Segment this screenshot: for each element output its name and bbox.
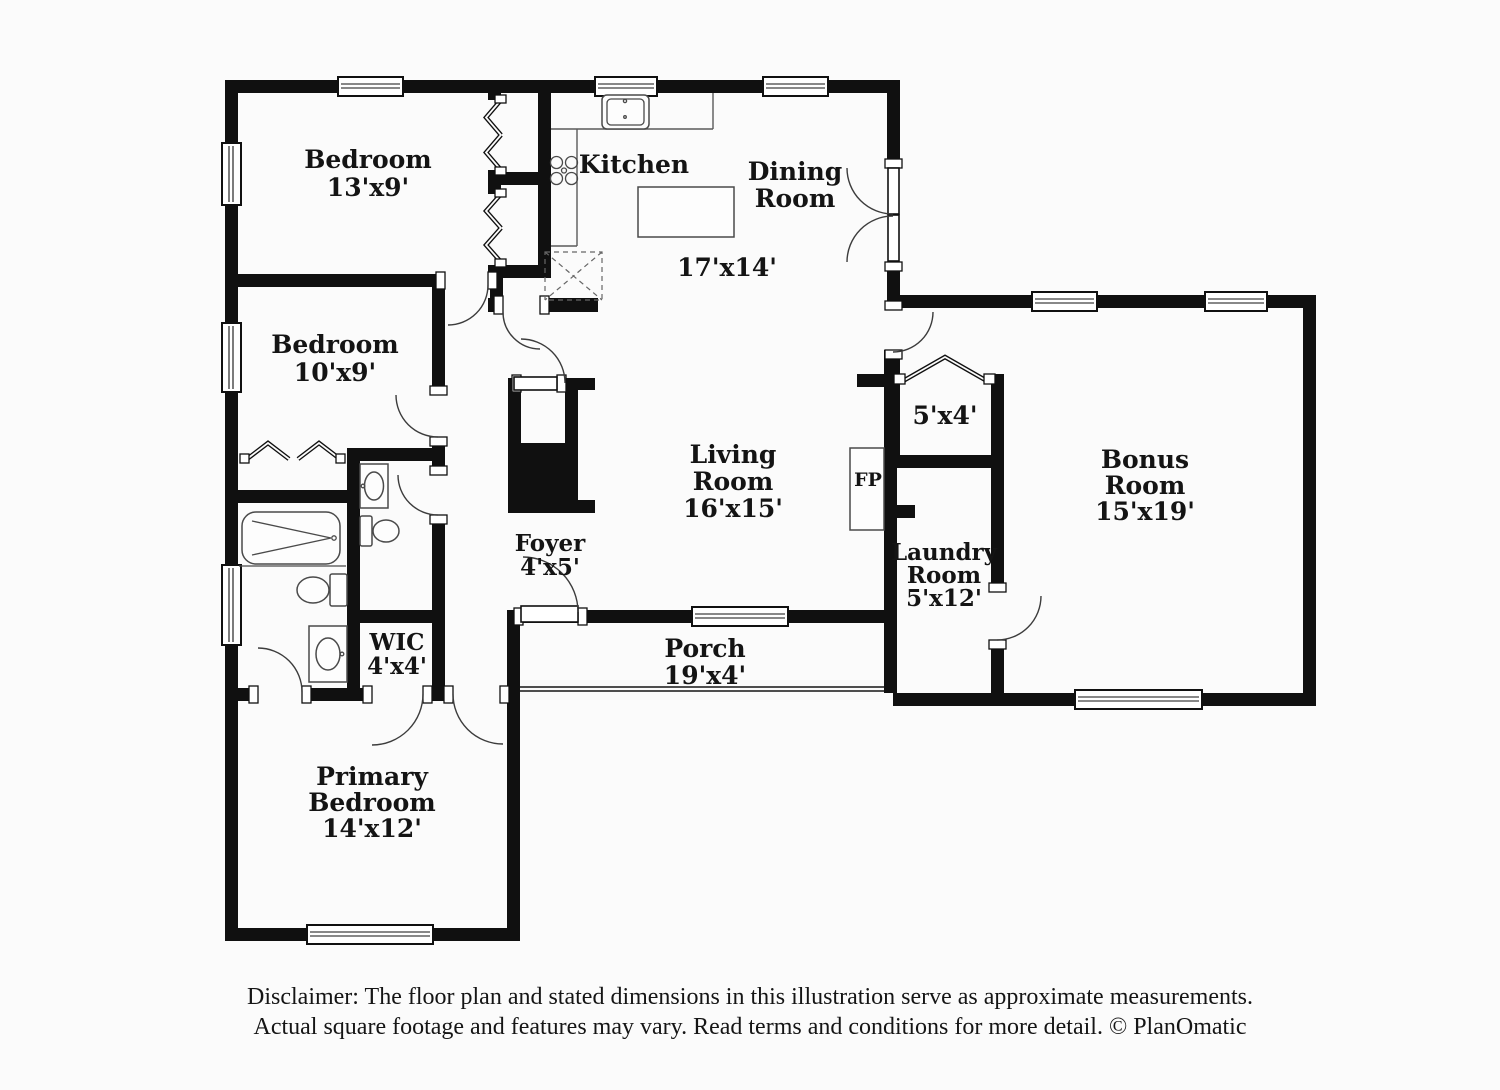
disclaimer (247, 984, 1253, 1040)
hall-bath-door (398, 466, 447, 524)
window-dining-top (763, 77, 828, 96)
room-labels (271, 145, 1195, 843)
wall (991, 374, 1004, 468)
wall (432, 515, 445, 688)
wall (884, 350, 900, 455)
label-primary-bedroom-2: Bedroom (308, 788, 436, 817)
label-dining-room: Dining (747, 157, 843, 186)
wall (897, 505, 915, 518)
window-bedroom1-left (222, 143, 241, 205)
label-bedroom-1-dim: 13'x9' (326, 173, 410, 202)
primary-toilet-icon (297, 574, 347, 606)
bathtub-icon (242, 512, 340, 564)
bedroom1-door (436, 272, 497, 325)
bedroom2-closet-bifold (240, 443, 345, 463)
wall (302, 688, 372, 701)
label-living-room-dim: 16'x15' (683, 494, 783, 523)
hall-bath-sink-icon (360, 464, 388, 508)
wall (991, 468, 1004, 592)
label-hall-closet-dim: 5'x4' (912, 401, 978, 430)
label-laundry-dim: 5'x12' (906, 585, 982, 612)
window-bonus-top-2 (1205, 292, 1267, 311)
primary-bedroom-door (444, 686, 509, 744)
window-bonus-top-1 (1032, 292, 1097, 311)
label-fireplace: FP (854, 469, 882, 491)
hall-closet-bifold (894, 357, 995, 384)
label-laundry-2: Room (906, 562, 982, 589)
wall (578, 378, 595, 390)
bedroom1-closet-bifold-lower (486, 189, 506, 267)
bonus-hall-door (885, 301, 933, 359)
label-living-room-2: Room (692, 467, 774, 496)
window-primary-bottom (307, 925, 433, 944)
wall (347, 610, 445, 623)
wall (225, 80, 238, 941)
kitchen-hall-door (494, 296, 549, 349)
label-primary-bedroom-dim: 14'x12' (322, 814, 422, 843)
wall (991, 640, 1004, 706)
label-living-room: Living (689, 440, 777, 469)
window-bedroom2-left (222, 323, 241, 392)
wall (1303, 295, 1316, 706)
label-bonus-room-dim: 15'x19' (1095, 497, 1195, 526)
window-bath-left (222, 565, 241, 645)
label-kitchen-dining-dim: 17'x14' (677, 253, 777, 282)
label-dining-room-2: Room (754, 184, 836, 213)
primary-bath-door (249, 648, 311, 703)
wall (887, 80, 900, 168)
window-porch (692, 607, 788, 626)
wall (432, 274, 445, 395)
foyer-closet-door (512, 339, 566, 392)
dining-french-doors (847, 159, 902, 271)
window-kitchen-top (595, 77, 657, 96)
wall (884, 455, 1004, 468)
pantry-icon (545, 252, 602, 300)
window-bedroom1-top (338, 77, 403, 96)
label-porch: Porch (664, 634, 746, 663)
primary-sink-icon (309, 626, 347, 682)
label-primary-bedroom: Primary (316, 762, 428, 791)
window-bonus-bottom (1075, 690, 1202, 709)
wall (225, 274, 445, 287)
kitchen-island (638, 187, 734, 237)
stove-icon (551, 157, 578, 185)
label-porch-dim: 19'x4' (663, 661, 747, 690)
bedroom2-door (396, 386, 447, 446)
wall (857, 374, 887, 387)
bedroom1-closet-bifold-upper (486, 95, 506, 175)
label-bedroom-2: Bedroom (271, 330, 399, 359)
laundry-door (989, 583, 1041, 649)
label-foyer-dim: 4'x5' (520, 554, 580, 581)
disclaimer-line-2: Actual square footage and features may vary. Read terms and conditions for more detail. © PlanOmatic (253, 1014, 1247, 1040)
label-kitchen: Kitchen (578, 150, 690, 179)
hall-bath-toilet-icon (360, 516, 399, 546)
label-bedroom-2-dim: 10'x9' (293, 358, 377, 387)
label-bedroom-1: Bedroom (304, 145, 432, 174)
wall (507, 610, 520, 941)
disclaimer-line-1: Disclaimer: The floor plan and stated dimensions in this illustration serve as approximate measurements. (247, 984, 1253, 1010)
wic-door (363, 686, 432, 745)
label-wic-dim: 4'x4' (367, 653, 427, 680)
kitchen-sink-icon (602, 95, 649, 129)
foyer-chase-fill (508, 443, 578, 513)
label-bonus-room: Bonus (1100, 445, 1190, 474)
wall (347, 448, 445, 461)
wall (884, 468, 897, 693)
label-wic: WIC (369, 629, 425, 656)
wall (225, 490, 360, 503)
label-bonus-room-2: Room (1104, 471, 1186, 500)
label-laundry: Laundry (890, 539, 998, 566)
wall (347, 448, 360, 688)
label-foyer: Foyer (514, 530, 586, 557)
